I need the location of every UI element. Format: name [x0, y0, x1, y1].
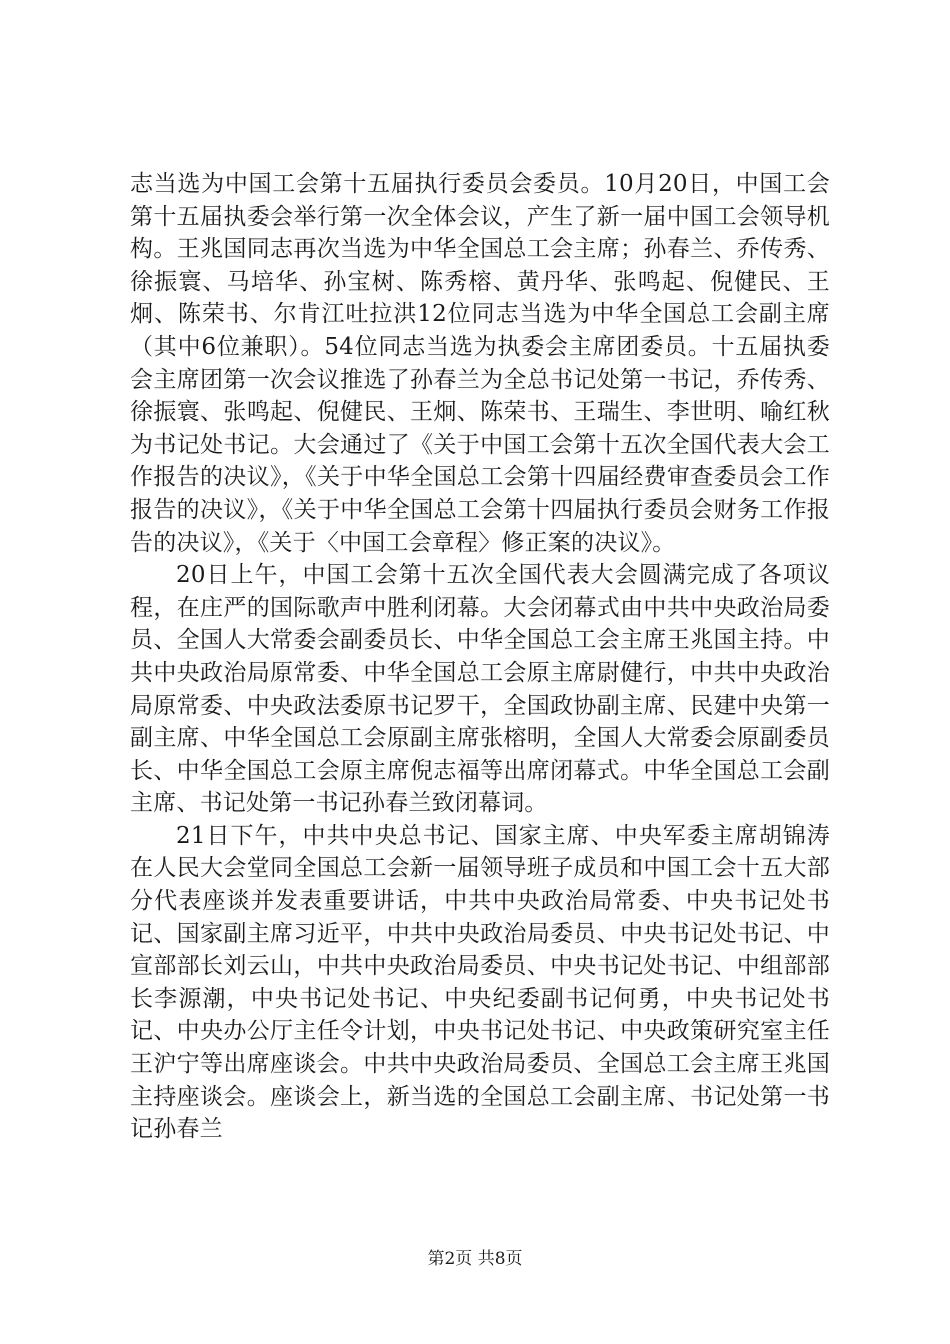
paragraph-1: 志当选为中国工会第十五届执行委员会委员。10月20日，中国工会第十五届执委会举行第一次全体会议，产生了新一届中国工会领导机构。王兆国同志再次当选为中华全国总工会主席；孙春兰、乔传秀、徐振寰、马培华、孙宝树、陈秀榕、黄丹华、张鸣起、倪健民、王炯、陈荣书、尔肯江吐拉洪12位同志当选为中华全国总工会副主席（其中6位兼职）。54位同志当选为执委会主席团委员。十五届执委会主席团第一次会议推选了孙春兰为全总书记处第一书记，乔传秀、徐振寰、张鸣起、倪健民、王炯、陈荣书、王瑞生、李世明、喻红秋为书记处书记。大会通过了《关于中国工会第十五次全国代表大会工作报告的决议》，《关于中华全国总工会第十四届经费审查委员会工作报告的决议》，《关于中华全国总工会第十四届执行委员会财务工作报告的决议》，《关于〈中国工会章程〉修正案的决议》。	[130, 171, 830, 556]
paragraph-2: 20日上午，中国工会第十五次全国代表大会圆满完成了各项议程，在庄严的国际歌声中胜利闭幕。大会闭幕式由中共中央政治局委员、全国人大常委会副委员长、中华全国总工会主席王兆国主持。中共中央政治局原常委、中华全国总工会原主席尉健行，中共中央政治局原常委、中央政法委原书记罗干，全国政协副主席、民建中央第一副主席、中华全国总工会原副主席张榕明，全国人大常委会原副委员长、中华全国总工会原主席倪志福等出席闭幕式。中华全国总工会副主席、书记处第一书记孙春兰致闭幕词。	[130, 562, 830, 817]
page-footer: 第2页 共8页	[427, 1249, 523, 1269]
paragraph-3: 21日下午，中共中央总书记、国家主席、中央军委主席胡锦涛在人民大会堂同全国总工会新一届领导班子成员和中国工会十五大部分代表座谈并发表重要讲话，中共中央政治局常委、中央书记处书记、国家副主席习近平，中共中央政治局委员、中央书记处书记、中宣部部长刘云山，中共中央政治局委员、中央书记处书记、中组部部长李源潮，中央书记处书记、中央纪委副书记何勇，中央书记处书记、中央办公厅主任令计划，中央书记处书记、中央政策研究室主任王沪宁等出席座谈会。中共中央政治局委员、全国总工会主席王兆国主持座谈会。座谈会上，新当选的全国总工会副主席、书记处第一书记孙春兰	[130, 822, 830, 1143]
document-body	[130, 168, 830, 1146]
